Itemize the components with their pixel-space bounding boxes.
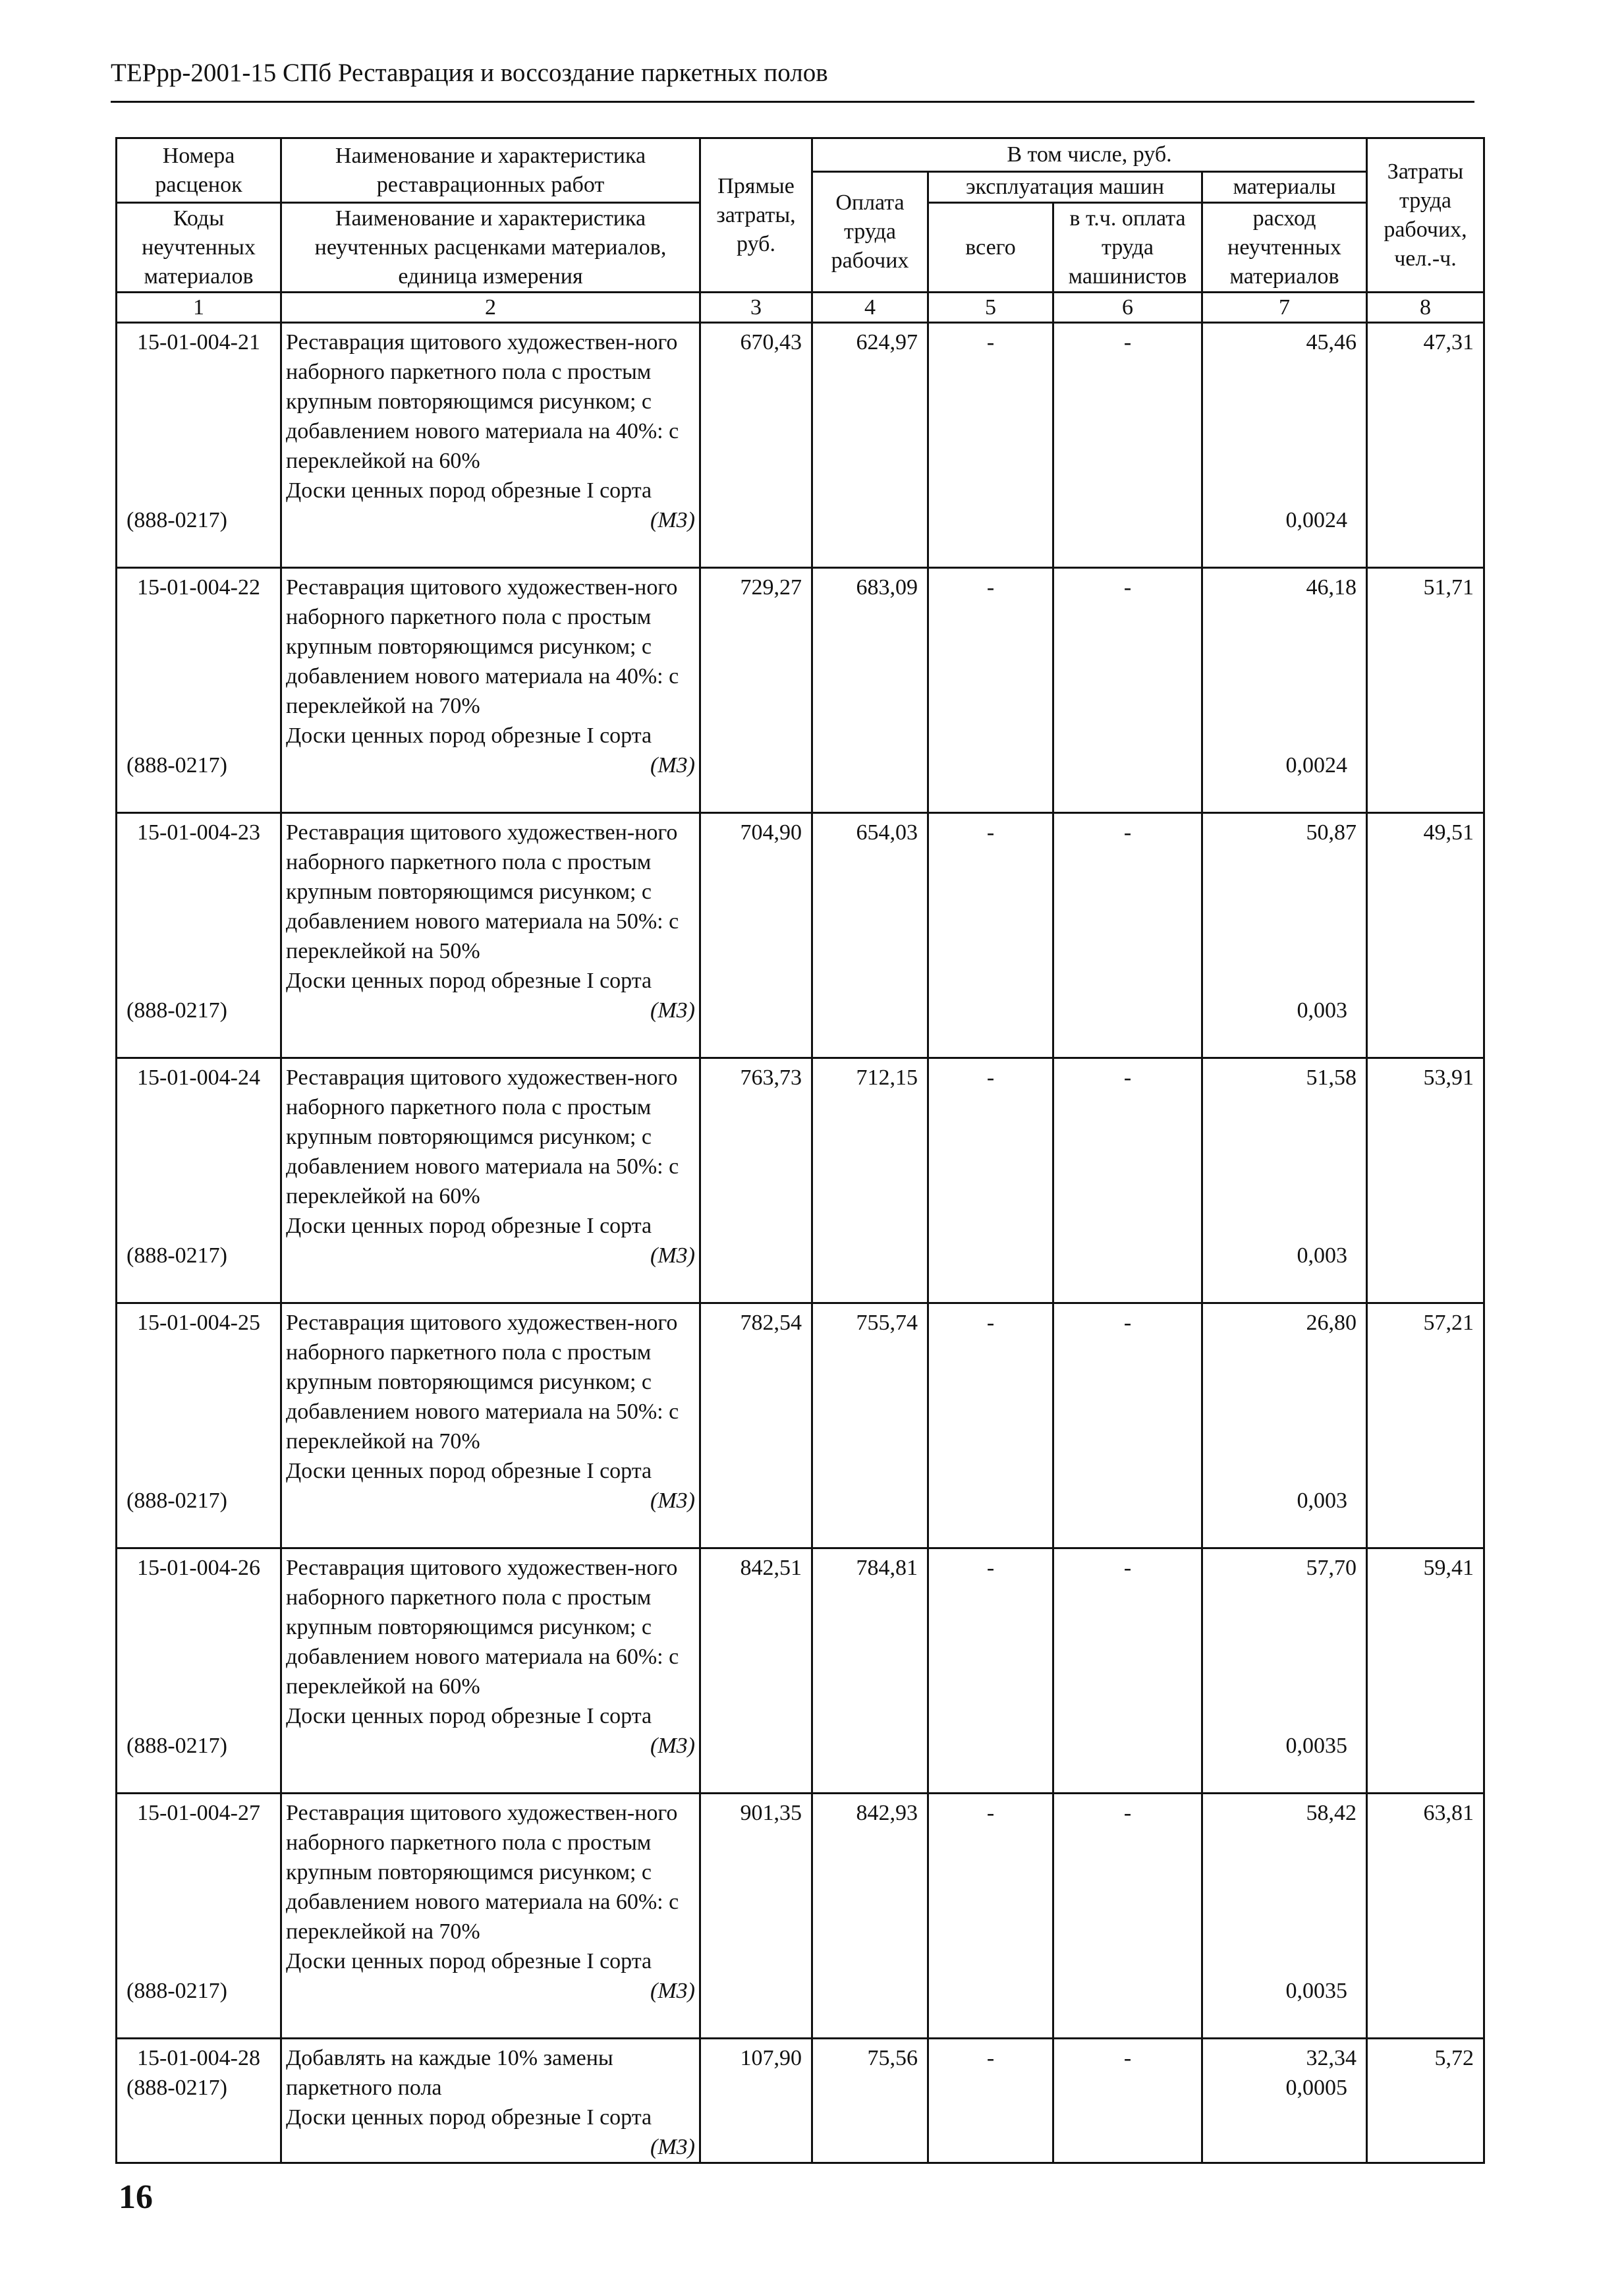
- material-unit: (М3): [650, 1243, 695, 1268]
- direct-costs: 842,51: [740, 1556, 802, 1580]
- header-material-codes: Коды неучтенных материалов: [117, 203, 281, 293]
- material-code: (888-0217): [126, 1979, 227, 2003]
- materials-cost: 45,46: [1306, 330, 1357, 354]
- labor-pay: 755,74: [856, 1311, 918, 1335]
- material-code: (888-0217): [126, 1243, 227, 1268]
- labor-pay: 712,15: [856, 1065, 918, 1090]
- material-unit: (М3): [650, 998, 695, 1023]
- table-row: [117, 813, 1484, 1058]
- material-unit: (М3): [650, 508, 695, 532]
- materials-cost: 58,42: [1306, 1801, 1357, 1825]
- operators-pay: -: [1123, 330, 1132, 354]
- header-material-consumption: расход неучтенных материалов: [1202, 203, 1367, 293]
- labor-hours: 53,91: [1423, 1065, 1474, 1090]
- material-name: Доски ценных пород обрезные I сорта: [286, 723, 652, 748]
- material-unit: (М3): [650, 1734, 695, 1758]
- material-consumption: 0,0024: [1285, 508, 1347, 532]
- machines-total: -: [986, 1801, 995, 1825]
- table-row: [117, 323, 1484, 568]
- header-divider: [111, 101, 1474, 103]
- labor-hours: 59,41: [1423, 1556, 1474, 1580]
- material-consumption: 0,0035: [1285, 1734, 1347, 1758]
- operators-pay: -: [1123, 575, 1132, 600]
- materials-cost: 50,87: [1306, 820, 1357, 845]
- materials-cost: 57,70: [1306, 1556, 1357, 1580]
- table-header: [117, 138, 1484, 323]
- direct-costs: 729,27: [740, 575, 802, 600]
- header-labor-pay: Оплата труда рабочих: [812, 172, 928, 293]
- direct-costs: 670,43: [740, 330, 802, 354]
- material-consumption: 0,003: [1297, 998, 1347, 1023]
- column-number: 1: [117, 293, 281, 323]
- rate-code: 15-01-004-25: [137, 1311, 260, 1335]
- table-row: [117, 568, 1484, 813]
- column-number: 5: [928, 293, 1053, 323]
- labor-pay: 624,97: [856, 330, 918, 354]
- material-name: Доски ценных пород обрезные I сорта: [286, 1459, 652, 1483]
- machines-total: -: [986, 1311, 995, 1335]
- rate-code: 15-01-004-21: [137, 330, 260, 354]
- header-materials: материалы: [1202, 172, 1367, 203]
- material-name: Доски ценных пород обрезные I сорта: [286, 478, 652, 503]
- header-including: В том числе, руб.: [812, 138, 1367, 172]
- material-code: (888-0217): [126, 508, 227, 532]
- table-row: [117, 1058, 1484, 1303]
- header-labor-hours: Затраты труда рабочих, чел.-ч.: [1367, 138, 1484, 293]
- material-name: Доски ценных пород обрезные I сорта: [286, 969, 652, 993]
- header-machines-total: всего: [928, 203, 1053, 293]
- material-name: Доски ценных пород обрезные I сорта: [286, 2105, 652, 2130]
- rate-code: 15-01-004-26: [137, 1556, 260, 1580]
- materials-cost: 26,80: [1306, 1311, 1357, 1335]
- header-rate-numbers: Номера расценок: [117, 138, 281, 203]
- rate-code: 15-01-004-22: [137, 575, 260, 600]
- material-code: (888-0217): [126, 753, 227, 778]
- column-number: 4: [812, 293, 928, 323]
- work-description: Реставрация щитового художествен-ного наборного паркетного пола с простым крупным повторяющимся рисунком; с добавлением нового материала на 50%: с переклейкой на 60%: [286, 1065, 679, 1208]
- material-consumption: 0,0005: [1285, 2076, 1347, 2100]
- direct-costs: 763,73: [740, 1065, 802, 1090]
- column-number: 3: [700, 293, 812, 323]
- material-name: Доски ценных пород обрезные I сорта: [286, 1704, 652, 1728]
- direct-costs: 901,35: [740, 1801, 802, 1825]
- material-consumption: 0,003: [1297, 1243, 1347, 1268]
- labor-hours: 57,21: [1423, 1311, 1474, 1335]
- header-works-name: Наименование и характеристика реставрационных работ: [281, 138, 700, 203]
- operators-pay: -: [1123, 1556, 1132, 1580]
- machines-total: -: [986, 1065, 995, 1090]
- direct-costs: 782,54: [740, 1311, 802, 1335]
- machines-total: -: [986, 1556, 995, 1580]
- header-operators-pay: в т.ч. оплата труда машинистов: [1053, 203, 1202, 293]
- direct-costs: 704,90: [740, 820, 802, 845]
- material-code: (888-0217): [126, 1488, 227, 1513]
- operators-pay: -: [1123, 1311, 1132, 1335]
- table-row: [117, 1794, 1484, 2039]
- column-numbers-row: [117, 293, 1484, 323]
- labor-hours: 47,31: [1423, 330, 1474, 354]
- rate-code: 15-01-004-23: [137, 820, 260, 845]
- labor-hours: 49,51: [1423, 820, 1474, 845]
- page-title: ТЕРрр-2001-15 СПб Реставрация и воссоздание паркетных полов: [111, 59, 828, 87]
- materials-cost: 46,18: [1306, 575, 1357, 600]
- labor-pay: 842,93: [856, 1801, 918, 1825]
- work-description: Добавлять на каждые 10% замены паркетного пола: [286, 2046, 613, 2100]
- table-row: [117, 1548, 1484, 1794]
- labor-hours: 5,72: [1434, 2046, 1474, 2070]
- header-material-name: Наименование и характеристика неучтенных расценками материалов, единица измерения: [281, 203, 700, 293]
- table-row: [117, 1303, 1484, 1548]
- rate-code: 15-01-004-28: [137, 2046, 260, 2070]
- labor-pay: 784,81: [856, 1556, 918, 1580]
- material-unit: (М3): [650, 2135, 695, 2159]
- rates-table: [115, 137, 1485, 2164]
- machines-total: -: [986, 575, 995, 600]
- column-number: 2: [281, 293, 700, 323]
- work-description: Реставрация щитового художествен-ного наборного паркетного пола с простым крупным повторяющимся рисунком; с добавлением нового материала на 40%: с переклейкой на 60%: [286, 330, 679, 473]
- labor-pay: 654,03: [856, 820, 918, 845]
- work-description: Реставрация щитового художествен-ного наборного паркетного пола с простым крупным повторяющимся рисунком; с добавлением нового материала на 60%: с переклейкой на 70%: [286, 1801, 679, 1944]
- operators-pay: -: [1123, 1065, 1132, 1090]
- column-number: 7: [1202, 293, 1367, 323]
- material-name: Доски ценных пород обрезные I сорта: [286, 1214, 652, 1238]
- materials-cost: 51,58: [1306, 1065, 1357, 1090]
- work-description: Реставрация щитового художествен-ного наборного паркетного пола с простым крупным повторяющимся рисунком; с добавлением нового материала на 50%: с переклейкой на 70%: [286, 1311, 679, 1454]
- operators-pay: -: [1123, 820, 1132, 845]
- work-description: Реставрация щитового художествен-ного наборного паркетного пола с простым крупным повторяющимся рисунком; с добавлением нового материала на 60%: с переклейкой на 60%: [286, 1556, 679, 1699]
- direct-costs: 107,90: [740, 2046, 802, 2070]
- labor-hours: 63,81: [1423, 1801, 1474, 1825]
- work-description: Реставрация щитового художествен-ного наборного паркетного пола с простым крупным повторяющимся рисунком; с добавлением нового материала на 40%: с переклейкой на 70%: [286, 575, 679, 718]
- machines-total: -: [986, 820, 995, 845]
- table-body: [117, 323, 1484, 2163]
- labor-pay: 683,09: [856, 575, 918, 600]
- header-machines: эксплуатация машин: [928, 172, 1202, 203]
- column-number: 6: [1053, 293, 1202, 323]
- material-unit: (М3): [650, 1979, 695, 2003]
- operators-pay: -: [1123, 1801, 1132, 1825]
- material-consumption: 0,0024: [1285, 753, 1347, 778]
- material-consumption: 0,0035: [1285, 1979, 1347, 2003]
- rate-code: 15-01-004-24: [137, 1065, 260, 1090]
- rate-code: 15-01-004-27: [137, 1801, 260, 1825]
- column-number: 8: [1367, 293, 1484, 323]
- material-name: Доски ценных пород обрезные I сорта: [286, 1949, 652, 1973]
- labor-pay: 75,56: [867, 2046, 918, 2070]
- machines-total: -: [986, 2046, 995, 2070]
- work-description: Реставрация щитового художествен-ного наборного паркетного пола с простым крупным повторяющимся рисунком; с добавлением нового материала на 50%: с переклейкой на 50%: [286, 820, 679, 963]
- table-row: [117, 2039, 1484, 2163]
- machines-total: -: [986, 330, 995, 354]
- material-consumption: 0,003: [1297, 1488, 1347, 1513]
- materials-cost: 32,34: [1306, 2046, 1357, 2070]
- material-unit: (М3): [650, 1488, 695, 1513]
- material-code: (888-0217): [126, 998, 227, 1023]
- page-number: 16: [119, 2178, 153, 2216]
- operators-pay: -: [1123, 2046, 1132, 2070]
- material-unit: (М3): [650, 753, 695, 778]
- material-code: (888-0217): [126, 2076, 227, 2100]
- material-code: (888-0217): [126, 1734, 227, 1758]
- header-direct-costs: Прямые затраты, руб.: [700, 138, 812, 293]
- labor-hours: 51,71: [1423, 575, 1474, 600]
